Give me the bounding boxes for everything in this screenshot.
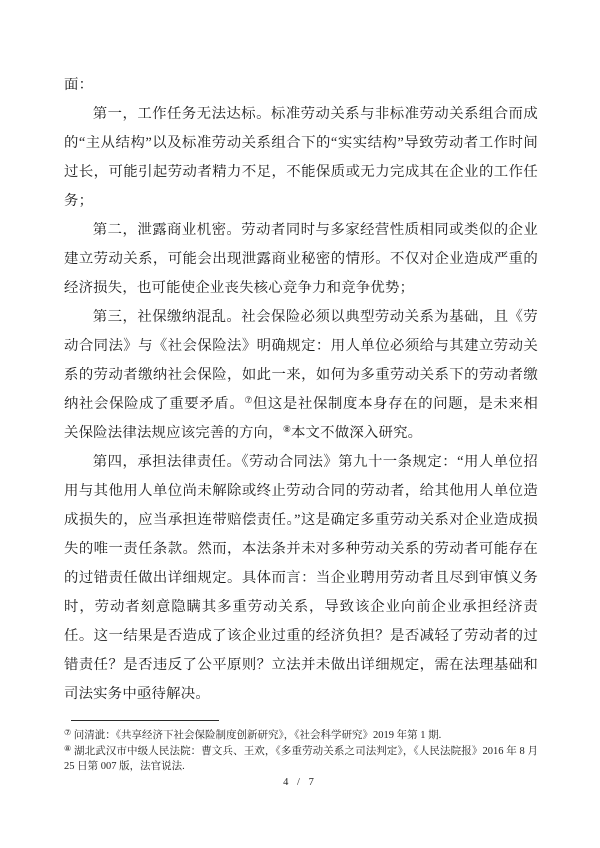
footnote-ref-8: ⑧: [282, 424, 291, 434]
paragraph-3-text-a: 第三，社保缴纳混乱。社会保险必须以典型劳动关系为基础，且《劳动合同法》与《社会保险法》明确规定：用人单位必须给与其建立劳动关系的劳动者缴纳社会保险，如此一来，如何为多重劳动关系下的劳动者缴纳社会保险成了重要矛盾。: [64, 309, 538, 412]
paragraph-3: [64, 303, 538, 448]
paragraph-3-text-c: 本文不做深入研究。: [290, 425, 423, 441]
footnote-ref-7: ⑦: [244, 395, 253, 405]
footnote-7-marker: ⑦: [64, 728, 72, 737]
body-text-block: [64, 71, 538, 709]
paragraph-4: 第四，承担法律责任。《劳动合同法》第九十一条规定：“用人单位招用与其他用人单位尚未解除或终止劳动合同的劳动者，给其他用人单位造成损失的，应当承担连带赔偿责任。”这是确定多重劳动关系对企业造成损失的唯一责任条款。然而，本法条并未对多种劳动关系的劳动者可能存在的过错责任做出详细规定。具体而言：当企业聘用劳动者且尽到审慎义务时，劳动者刻意隐瞒其多重劳动关系，导致该企业向前企业承担经济责任。这一结果是否造成了该企业过重的经济负担？是否减轻了劳动者的过错责任？是否违反了公平原则？立法并未做出详细规定，需在法理基础和司法实务中亟待解决。: [64, 454, 538, 702]
footnote-7-text: 问清泚：《共享经济下社会保险制度创新研究》，《社会科学研究》2019 年第 1 期.: [73, 730, 442, 741]
footnote-divider: [71, 720, 219, 721]
continuation-line: 面：: [64, 77, 94, 93]
footnote-8-text: 湖北武汉市中级人民法院：曹文兵、王欢，《多重劳动关系之司法判定》，《人民法院报》2016 年 8 月 25 日第 007 版，法官说法.: [64, 745, 539, 772]
footnote-8: [64, 744, 538, 775]
footnote-8-marker: ⑧: [64, 743, 72, 753]
paragraph-1: 第一，工作任务无法达标。标准劳动关系与非标准劳动关系组合而成的“主从结构”以及标准劳动关系组合下的“实实结构”导致劳动者工作时间过长，可能引起劳动者精力不足，不能保质或无力完成其在企业的工作任务；: [64, 106, 538, 209]
footnote-section: [64, 720, 538, 775]
paragraph-2: 第二，泄露商业机密。劳动者同时与多家经营性质相同或类似的企业建立劳动关系，可能会出现泄露商业秘密的情形。不仅对企业造成严重的经济损失，也可能使企业丧失核心竞争力和竞争优势；: [64, 222, 538, 296]
page-number: 4 / 7: [283, 777, 317, 788]
paragraph-3-text-b: 但这是社保制度本身存在的问题，是未来相关保险法律法规应该完善的方向，: [64, 396, 538, 441]
footnote-7: [64, 728, 538, 744]
